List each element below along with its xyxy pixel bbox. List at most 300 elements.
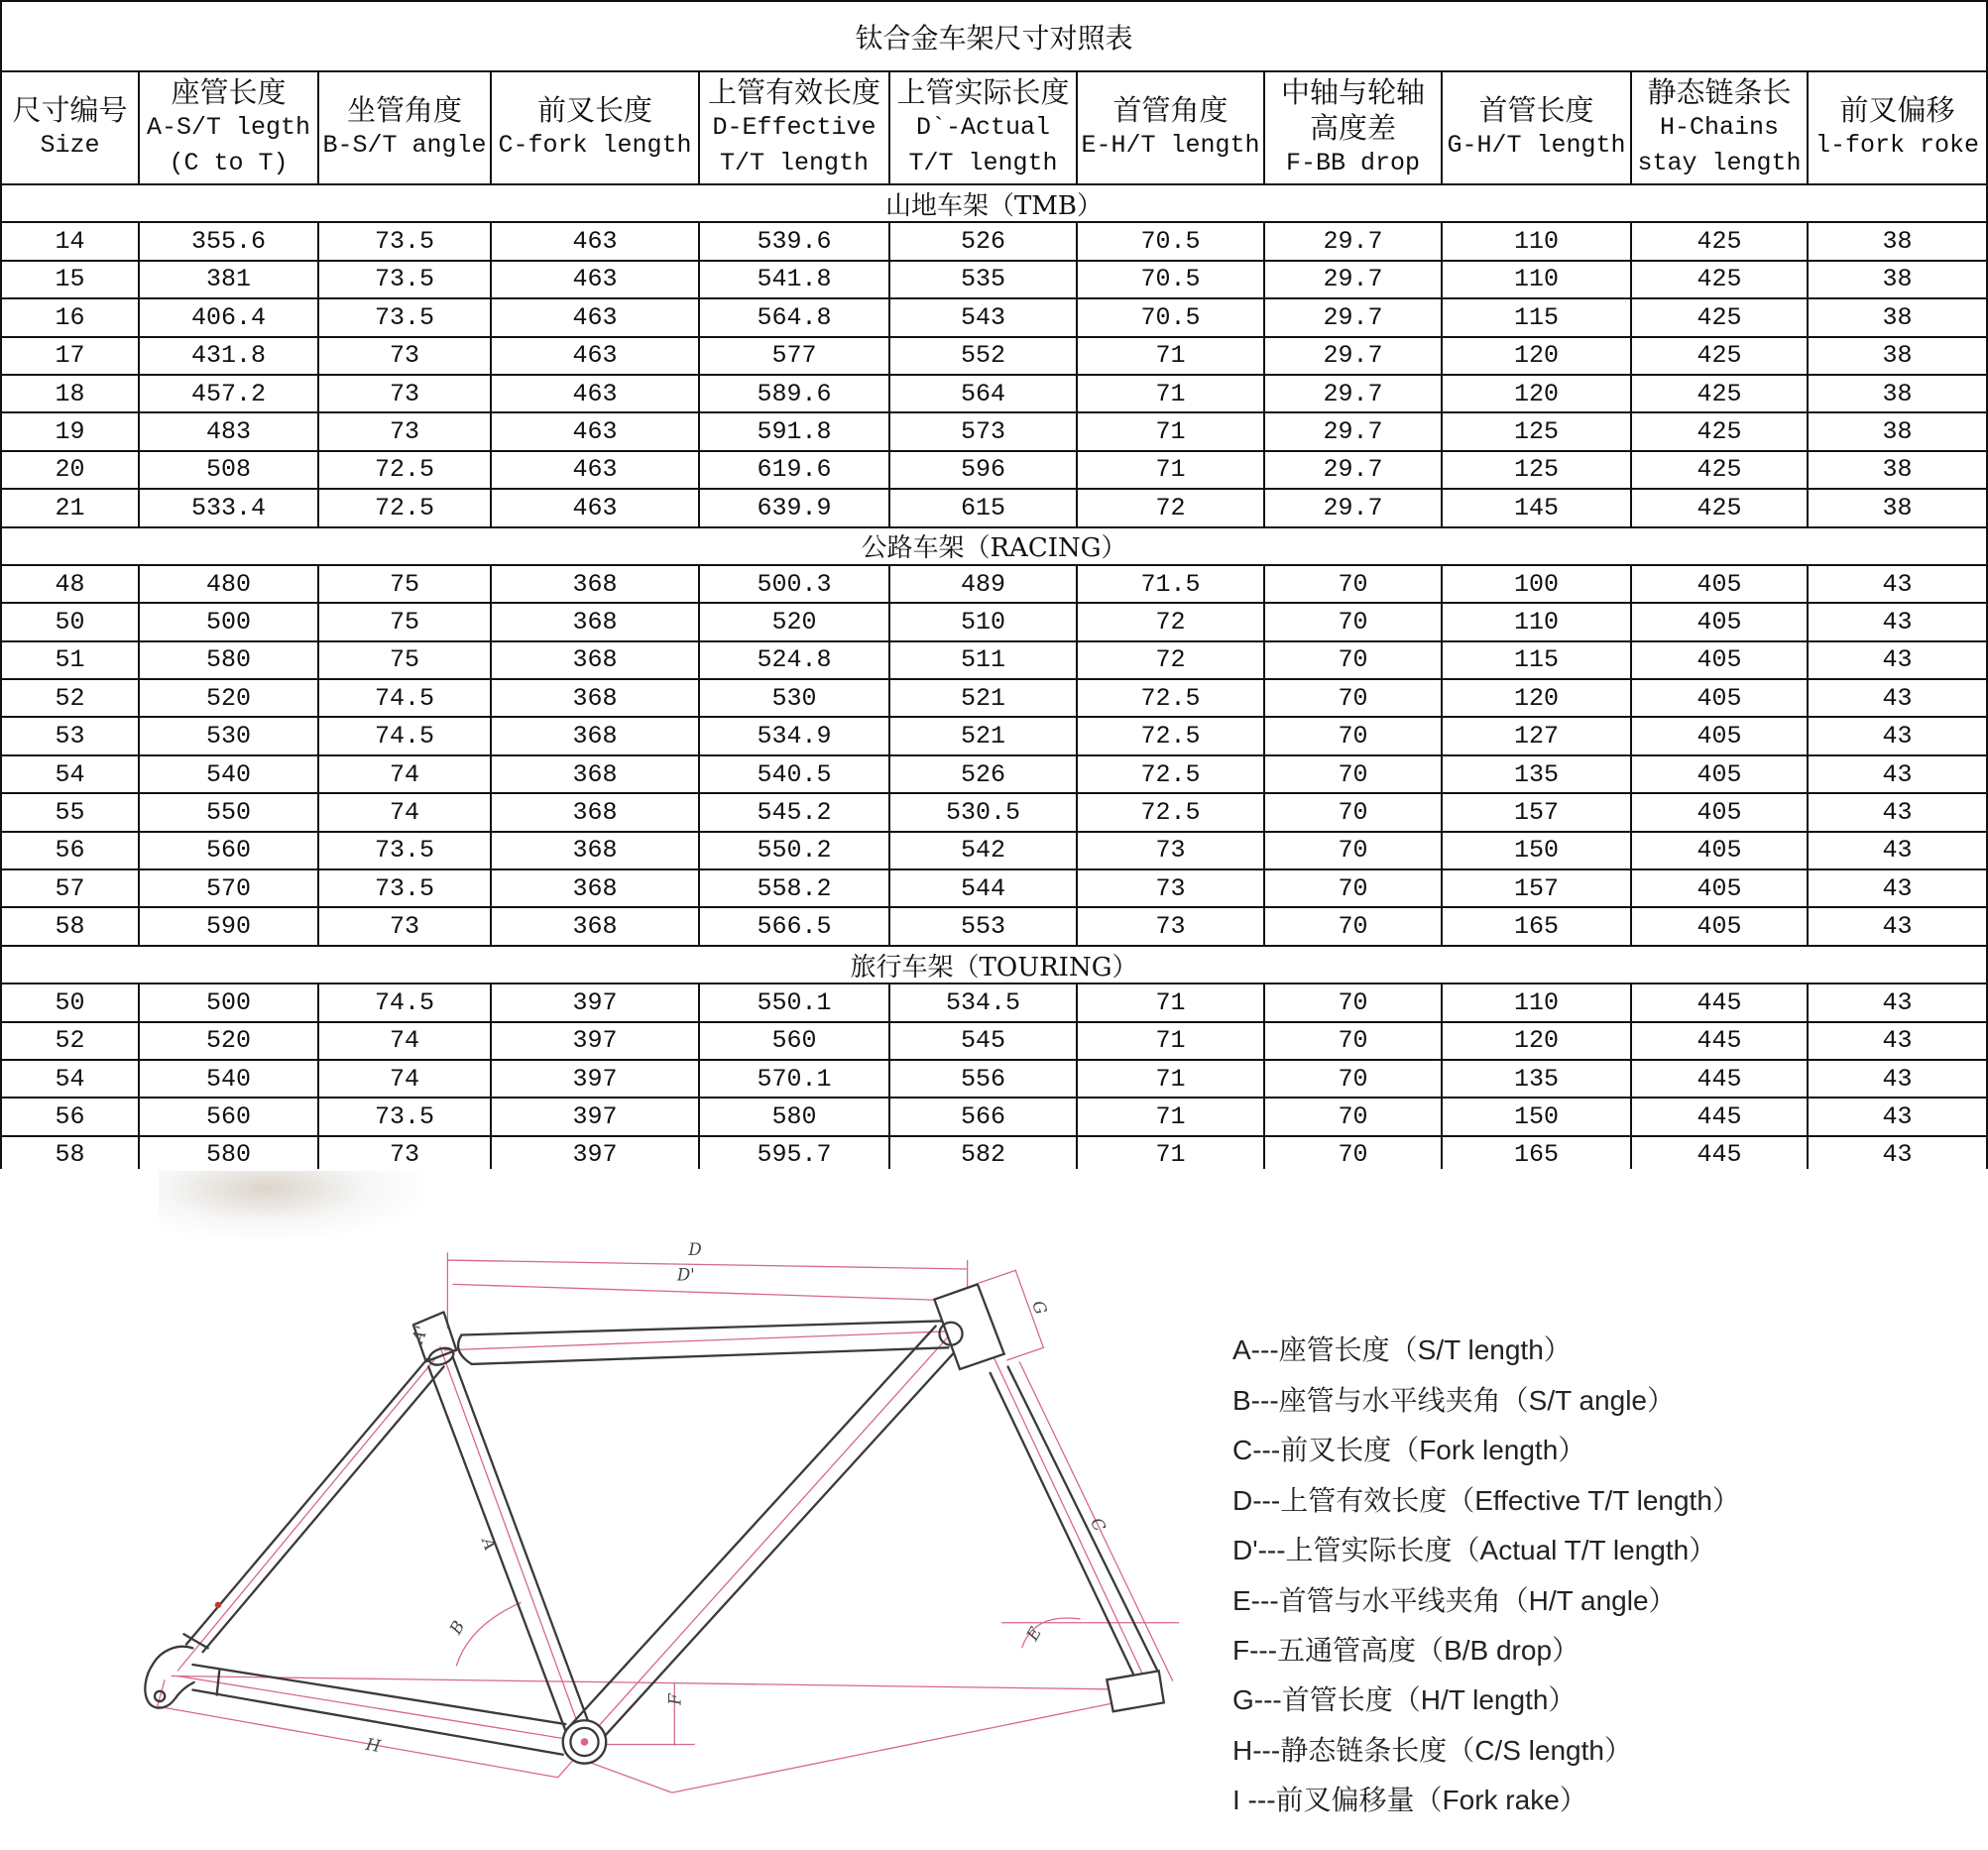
cell-seat-tube-angle: 75 bbox=[319, 642, 492, 680]
column-header-seat-tube-angle bbox=[319, 72, 492, 185]
cell-size: 19 bbox=[2, 413, 140, 451]
cell-effective-top-tube-length: 560 bbox=[700, 1023, 890, 1061]
cell-head-tube-angle: 71 bbox=[1078, 1098, 1265, 1136]
cell-size: 54 bbox=[2, 756, 140, 794]
cell-fork-length: 397 bbox=[492, 1098, 700, 1136]
cell-fork-rake: 38 bbox=[1809, 490, 1988, 527]
cell-seat-tube-angle: 73 bbox=[319, 908, 492, 946]
cell-fork-rake: 43 bbox=[1809, 833, 1988, 870]
cell-fork-rake: 43 bbox=[1809, 1137, 1988, 1169]
cell-seat-tube-angle: 73 bbox=[319, 413, 492, 451]
cell-chainstay-length: 405 bbox=[1632, 604, 1809, 641]
cell-bb-drop: 70 bbox=[1265, 1023, 1443, 1061]
cell-head-tube-angle: 73 bbox=[1078, 908, 1265, 946]
seat-stay-centerline bbox=[177, 1359, 435, 1672]
cell-fork-rake: 43 bbox=[1809, 908, 1988, 946]
cell-seat-tube-length: 500 bbox=[140, 984, 319, 1022]
column-header-size bbox=[2, 72, 140, 185]
cell-seat-tube-length: 560 bbox=[140, 833, 319, 870]
cell-head-tube-length: 165 bbox=[1443, 908, 1632, 946]
cell-head-tube-length: 110 bbox=[1443, 984, 1632, 1022]
column-header-line: D-Effective bbox=[712, 113, 877, 142]
cell-seat-tube-angle: 72.5 bbox=[319, 452, 492, 490]
cell-size: 21 bbox=[2, 490, 140, 527]
cell-fork-rake: 43 bbox=[1809, 756, 1988, 794]
cell-head-tube-angle: 71 bbox=[1078, 1137, 1265, 1169]
cell-head-tube-angle: 72 bbox=[1078, 642, 1265, 680]
cell-bb-drop: 29.7 bbox=[1265, 223, 1443, 261]
cell-chainstay-length: 445 bbox=[1632, 1137, 1809, 1169]
cell-fork-rake: 43 bbox=[1809, 1023, 1988, 1061]
column-header-head-tube-length bbox=[1443, 72, 1632, 185]
cell-fork-length: 397 bbox=[492, 1023, 700, 1061]
cell-size: 56 bbox=[2, 833, 140, 870]
cell-bb-drop: 70 bbox=[1265, 984, 1443, 1022]
cell-fork-length: 463 bbox=[492, 413, 700, 451]
cell-seat-tube-length: 533.4 bbox=[140, 490, 319, 527]
cell-chainstay-length: 425 bbox=[1632, 452, 1809, 490]
cell-seat-tube-angle: 73 bbox=[319, 1137, 492, 1169]
legend-item-e: E---首管与水平线夹角（H/T angle） bbox=[1232, 1585, 1677, 1616]
cell-fork-rake: 38 bbox=[1809, 413, 1988, 451]
legend-item-c: C---前叉长度（Fork length） bbox=[1232, 1435, 1586, 1465]
cell-chainstay-length: 425 bbox=[1632, 262, 1809, 299]
cell-effective-top-tube-length: 550.1 bbox=[700, 984, 890, 1022]
cell-fork-rake: 43 bbox=[1809, 566, 1988, 604]
cell-effective-top-tube-length: 540.5 bbox=[700, 756, 890, 794]
cell-head-tube-length: 120 bbox=[1443, 680, 1632, 718]
cell-bb-drop: 29.7 bbox=[1265, 490, 1443, 527]
cell-bb-drop: 70 bbox=[1265, 1137, 1443, 1169]
cell-head-tube-angle: 70.5 bbox=[1078, 262, 1265, 299]
column-header-line: T/T length bbox=[719, 149, 870, 177]
cell-head-tube-length: 110 bbox=[1443, 223, 1632, 261]
cell-actual-top-tube-length: 526 bbox=[890, 223, 1078, 261]
cell-fork-length: 463 bbox=[492, 262, 700, 299]
cell-head-tube-length: 125 bbox=[1443, 413, 1632, 451]
cell-bb-drop: 29.7 bbox=[1265, 413, 1443, 451]
cell-size: 55 bbox=[2, 794, 140, 832]
column-header-effective-top-tube-length bbox=[700, 72, 890, 185]
cell-seat-tube-length: 457.2 bbox=[140, 376, 319, 413]
cell-chainstay-length: 445 bbox=[1632, 1023, 1809, 1061]
column-header-line: F-BB drop bbox=[1285, 149, 1421, 177]
cell-fork-length: 397 bbox=[492, 1137, 700, 1169]
cell-chainstay-length: 425 bbox=[1632, 338, 1809, 376]
cell-fork-rake: 38 bbox=[1809, 452, 1988, 490]
table-title: 钛合金车架尺寸对照表 bbox=[2, 2, 1988, 72]
cell-actual-top-tube-length: 510 bbox=[890, 604, 1078, 641]
cell-effective-top-tube-length: 545.2 bbox=[700, 794, 890, 832]
cell-bb-drop: 29.7 bbox=[1265, 299, 1443, 337]
cell-actual-top-tube-length: 489 bbox=[890, 566, 1078, 604]
cell-head-tube-angle: 71 bbox=[1078, 984, 1265, 1022]
cell-actual-top-tube-length: 582 bbox=[890, 1137, 1078, 1169]
cell-effective-top-tube-length: 639.9 bbox=[700, 490, 890, 527]
cell-bb-drop: 70 bbox=[1265, 680, 1443, 718]
cell-seat-tube-angle: 73 bbox=[319, 376, 492, 413]
column-header-line: 首管长度 bbox=[1478, 93, 1594, 127]
cell-fork-length: 368 bbox=[492, 794, 700, 832]
cell-actual-top-tube-length: 521 bbox=[890, 718, 1078, 755]
column-header-line: A-S/T legth bbox=[146, 113, 311, 142]
cell-head-tube-angle: 71 bbox=[1078, 338, 1265, 376]
cell-seat-tube-length: 520 bbox=[140, 1023, 319, 1061]
cell-size: 56 bbox=[2, 1098, 140, 1136]
cell-effective-top-tube-length: 577 bbox=[700, 338, 890, 376]
cell-size: 15 bbox=[2, 262, 140, 299]
cell-fork-rake: 43 bbox=[1809, 794, 1988, 832]
column-header-line: T/T length bbox=[908, 149, 1058, 177]
cell-size: 58 bbox=[2, 1137, 140, 1169]
column-header-seat-tube-length bbox=[140, 72, 319, 185]
column-header-line: Size bbox=[40, 131, 100, 160]
cell-effective-top-tube-length: 541.8 bbox=[700, 262, 890, 299]
cell-seat-tube-length: 580 bbox=[140, 642, 319, 680]
cell-head-tube-length: 157 bbox=[1443, 794, 1632, 832]
cell-head-tube-angle: 72.5 bbox=[1078, 680, 1265, 718]
cell-actual-top-tube-length: 552 bbox=[890, 338, 1078, 376]
cell-bb-drop: 70 bbox=[1265, 604, 1443, 641]
cell-head-tube-length: 135 bbox=[1443, 756, 1632, 794]
cell-seat-tube-angle: 74 bbox=[319, 1061, 492, 1098]
section-header-touring: 旅行车架（TOURING） bbox=[2, 947, 1988, 984]
cell-seat-tube-angle: 74 bbox=[319, 794, 492, 832]
seat-tube-centerline bbox=[440, 1346, 585, 1742]
cell-fork-length: 368 bbox=[492, 604, 700, 641]
cell-actual-top-tube-length: 526 bbox=[890, 756, 1078, 794]
cell-fork-length: 368 bbox=[492, 756, 700, 794]
cell-head-tube-length: 110 bbox=[1443, 604, 1632, 641]
cell-size: 58 bbox=[2, 908, 140, 946]
down-tube-centerline bbox=[584, 1333, 951, 1742]
bb-to-front-axle-line bbox=[672, 1693, 1160, 1792]
cell-fork-length: 463 bbox=[492, 299, 700, 337]
legend-item-d: D---上管有效长度（Effective T/T length） bbox=[1232, 1485, 1740, 1516]
cell-effective-top-tube-length: 539.6 bbox=[700, 223, 890, 261]
cell-seat-tube-length: 406.4 bbox=[140, 299, 319, 337]
head-tube bbox=[934, 1284, 1003, 1369]
cell-bb-drop: 70 bbox=[1265, 718, 1443, 755]
label-f: F bbox=[665, 1693, 685, 1705]
cell-seat-tube-angle: 74.5 bbox=[319, 680, 492, 718]
column-header-bb-drop bbox=[1265, 72, 1443, 185]
section-header-racing: 公路车架（RACING） bbox=[2, 528, 1988, 566]
column-header-line: 尺寸编号 bbox=[12, 93, 128, 127]
cell-seat-tube-angle: 73.5 bbox=[319, 299, 492, 337]
cell-seat-tube-length: 560 bbox=[140, 1098, 319, 1136]
angle-b-arc bbox=[456, 1602, 521, 1666]
cell-seat-tube-angle: 72.5 bbox=[319, 490, 492, 527]
column-header-line: 座管长度 bbox=[171, 75, 287, 109]
cell-effective-top-tube-length: 595.7 bbox=[700, 1137, 890, 1169]
cell-head-tube-length: 150 bbox=[1443, 1098, 1632, 1136]
cell-size: 52 bbox=[2, 680, 140, 718]
cell-head-tube-length: 157 bbox=[1443, 870, 1632, 908]
column-header-line: 首管角度 bbox=[1112, 93, 1228, 127]
column-header-line: H-Chains bbox=[1659, 113, 1780, 142]
cell-actual-top-tube-length: 596 bbox=[890, 452, 1078, 490]
cell-head-tube-angle: 71 bbox=[1078, 452, 1265, 490]
cell-fork-rake: 43 bbox=[1809, 718, 1988, 755]
cell-seat-tube-length: 381 bbox=[140, 262, 319, 299]
cell-head-tube-length: 120 bbox=[1443, 376, 1632, 413]
cell-head-tube-length: 145 bbox=[1443, 490, 1632, 527]
column-header-line: 上管有效长度 bbox=[707, 75, 880, 109]
dimension-d-line bbox=[447, 1260, 967, 1269]
axle-line bbox=[172, 1676, 1160, 1689]
seat-stay-marker bbox=[215, 1602, 221, 1608]
cell-bb-drop: 29.7 bbox=[1265, 452, 1443, 490]
label-e: E bbox=[1022, 1623, 1046, 1644]
cell-actual-top-tube-length: 542 bbox=[890, 833, 1078, 870]
cell-head-tube-length: 165 bbox=[1443, 1137, 1632, 1169]
cell-chainstay-length: 405 bbox=[1632, 566, 1809, 604]
cell-effective-top-tube-length: 550.2 bbox=[700, 833, 890, 870]
bottom-bracket bbox=[563, 1720, 606, 1763]
cell-head-tube-angle: 71 bbox=[1078, 413, 1265, 451]
cell-fork-rake: 43 bbox=[1809, 1098, 1988, 1136]
cell-bb-drop: 70 bbox=[1265, 833, 1443, 870]
cell-seat-tube-angle: 73.5 bbox=[319, 833, 492, 870]
cell-head-tube-angle: 72.5 bbox=[1078, 756, 1265, 794]
cell-seat-tube-angle: 73.5 bbox=[319, 223, 492, 261]
legend-item-g: G---首管长度（H/T length） bbox=[1232, 1684, 1577, 1715]
cell-actual-top-tube-length: 535 bbox=[890, 262, 1078, 299]
cell-seat-tube-angle: 73.5 bbox=[319, 1098, 492, 1136]
label-c: C bbox=[1087, 1514, 1110, 1535]
cell-chainstay-length: 425 bbox=[1632, 299, 1809, 337]
cell-fork-length: 368 bbox=[492, 870, 700, 908]
cell-fork-rake: 38 bbox=[1809, 262, 1988, 299]
cell-bb-drop: 70 bbox=[1265, 1098, 1443, 1136]
cell-actual-top-tube-length: 545 bbox=[890, 1023, 1078, 1061]
cell-head-tube-length: 125 bbox=[1443, 452, 1632, 490]
cell-effective-top-tube-length: 591.8 bbox=[700, 413, 890, 451]
cell-seat-tube-angle: 75 bbox=[319, 604, 492, 641]
cell-head-tube-length: 120 bbox=[1443, 338, 1632, 376]
label-a-prime: A' bbox=[408, 1323, 432, 1345]
cell-head-tube-angle: 72 bbox=[1078, 490, 1265, 527]
top-tube bbox=[458, 1321, 948, 1363]
cell-size: 18 bbox=[2, 376, 140, 413]
column-header-line: C-fork length bbox=[498, 131, 692, 160]
cell-head-tube-length: 115 bbox=[1443, 299, 1632, 337]
cell-actual-top-tube-length: 556 bbox=[890, 1061, 1078, 1098]
legend-item-f: F---五通管高度（B/B drop） bbox=[1232, 1635, 1580, 1666]
cell-chainstay-length: 425 bbox=[1632, 490, 1809, 527]
cell-chainstay-length: 405 bbox=[1632, 756, 1809, 794]
column-header-line: 中轴与轮轴 bbox=[1280, 75, 1425, 109]
cell-seat-tube-length: 550 bbox=[140, 794, 319, 832]
cell-fork-rake: 38 bbox=[1809, 376, 1988, 413]
column-header-line: l-fork roke bbox=[1814, 131, 1980, 160]
cell-size: 48 bbox=[2, 566, 140, 604]
cell-size: 20 bbox=[2, 452, 140, 490]
legend-item-h: H---静态链条长度（C/S length） bbox=[1232, 1735, 1632, 1766]
section-header-mtb: 山地车架（TMB） bbox=[2, 185, 1988, 223]
column-header-fork-length bbox=[492, 72, 700, 185]
cell-fork-length: 368 bbox=[492, 680, 700, 718]
cell-seat-tube-length: 508 bbox=[140, 452, 319, 490]
column-header-head-tube-angle bbox=[1078, 72, 1265, 185]
bike-frame bbox=[145, 1284, 1164, 1763]
cell-fork-length: 463 bbox=[492, 490, 700, 527]
cell-head-tube-angle: 70.5 bbox=[1078, 299, 1265, 337]
cell-size: 50 bbox=[2, 604, 140, 641]
cell-bb-drop: 70 bbox=[1265, 756, 1443, 794]
cell-actual-top-tube-length: 511 bbox=[890, 642, 1078, 680]
cell-fork-rake: 43 bbox=[1809, 642, 1988, 680]
cell-head-tube-angle: 71 bbox=[1078, 376, 1265, 413]
cell-chainstay-length: 445 bbox=[1632, 1061, 1809, 1098]
column-header-line: (C to T) bbox=[169, 149, 289, 177]
column-header-line: E-H/T length bbox=[1081, 131, 1260, 160]
cell-effective-top-tube-length: 524.8 bbox=[700, 642, 890, 680]
column-header-chainstay-length bbox=[1632, 72, 1809, 185]
cell-size: 17 bbox=[2, 338, 140, 376]
cell-seat-tube-length: 500 bbox=[140, 604, 319, 641]
legend-item-a: A---座管长度（S/T length） bbox=[1232, 1334, 1572, 1365]
column-header-line: B-S/T angle bbox=[322, 131, 487, 160]
cell-chainstay-length: 425 bbox=[1632, 223, 1809, 261]
cell-seat-tube-angle: 73.5 bbox=[319, 870, 492, 908]
cell-fork-length: 368 bbox=[492, 718, 700, 755]
label-d: D bbox=[688, 1239, 702, 1259]
cell-bb-drop: 70 bbox=[1265, 870, 1443, 908]
cell-chainstay-length: 405 bbox=[1632, 870, 1809, 908]
cell-seat-tube-length: 590 bbox=[140, 908, 319, 946]
cell-actual-top-tube-length: 544 bbox=[890, 870, 1078, 908]
cell-chainstay-length: 445 bbox=[1632, 1098, 1809, 1136]
cell-actual-top-tube-length: 573 bbox=[890, 413, 1078, 451]
cell-fork-length: 368 bbox=[492, 642, 700, 680]
cell-chainstay-length: 445 bbox=[1632, 984, 1809, 1022]
column-header-line: 上管实际长度 bbox=[896, 75, 1070, 109]
cell-effective-top-tube-length: 580 bbox=[700, 1098, 890, 1136]
column-header-fork-rake bbox=[1809, 72, 1988, 185]
cell-head-tube-angle: 72 bbox=[1078, 604, 1265, 641]
cell-bb-drop: 70 bbox=[1265, 642, 1443, 680]
cell-fork-rake: 43 bbox=[1809, 984, 1988, 1022]
cell-effective-top-tube-length: 530 bbox=[700, 680, 890, 718]
cell-bb-drop: 29.7 bbox=[1265, 338, 1443, 376]
label-g: G bbox=[1028, 1298, 1051, 1318]
cell-fork-rake: 43 bbox=[1809, 680, 1988, 718]
cell-fork-length: 463 bbox=[492, 452, 700, 490]
cell-actual-top-tube-length: 521 bbox=[890, 680, 1078, 718]
cell-chainstay-length: 405 bbox=[1632, 718, 1809, 755]
dimension-d-prime-line bbox=[452, 1284, 959, 1301]
cell-actual-top-tube-length: 566 bbox=[890, 1098, 1078, 1136]
cell-fork-length: 397 bbox=[492, 984, 700, 1022]
column-header-line: D`-Actual bbox=[915, 113, 1051, 142]
cell-seat-tube-length: 520 bbox=[140, 680, 319, 718]
column-header-line: 高度差 bbox=[1309, 111, 1396, 145]
dimension-h-line bbox=[158, 1706, 558, 1778]
cell-head-tube-length: 115 bbox=[1443, 642, 1632, 680]
cell-fork-rake: 43 bbox=[1809, 870, 1988, 908]
fork bbox=[991, 1366, 1159, 1681]
cell-effective-top-tube-length: 534.9 bbox=[700, 718, 890, 755]
cell-seat-tube-angle: 74 bbox=[319, 1023, 492, 1061]
fork-end bbox=[1107, 1671, 1164, 1711]
cell-actual-top-tube-length: 543 bbox=[890, 299, 1078, 337]
label-a: A bbox=[478, 1535, 501, 1554]
cell-seat-tube-length: 480 bbox=[140, 566, 319, 604]
cell-size: 51 bbox=[2, 642, 140, 680]
cell-actual-top-tube-length: 564 bbox=[890, 376, 1078, 413]
cell-head-tube-angle: 72.5 bbox=[1078, 794, 1265, 832]
cell-seat-tube-length: 570 bbox=[140, 870, 319, 908]
cell-head-tube-length: 110 bbox=[1443, 262, 1632, 299]
cell-seat-tube-angle: 73 bbox=[319, 338, 492, 376]
cell-head-tube-angle: 72.5 bbox=[1078, 718, 1265, 755]
chainstay-centerline bbox=[177, 1676, 584, 1741]
cell-seat-tube-length: 580 bbox=[140, 1137, 319, 1169]
column-header-line: 静态链条长 bbox=[1647, 75, 1792, 109]
cell-chainstay-length: 425 bbox=[1632, 376, 1809, 413]
cell-seat-tube-length: 483 bbox=[140, 413, 319, 451]
cell-seat-tube-angle: 75 bbox=[319, 566, 492, 604]
cell-effective-top-tube-length: 566.5 bbox=[700, 908, 890, 946]
cell-head-tube-length: 120 bbox=[1443, 1023, 1632, 1061]
cell-effective-top-tube-length: 619.6 bbox=[700, 452, 890, 490]
cell-effective-top-tube-length: 500.3 bbox=[700, 566, 890, 604]
cell-fork-rake: 43 bbox=[1809, 604, 1988, 641]
cell-size: 53 bbox=[2, 718, 140, 755]
cell-head-tube-angle: 71.5 bbox=[1078, 566, 1265, 604]
cell-size: 57 bbox=[2, 870, 140, 908]
cell-size: 14 bbox=[2, 223, 140, 261]
legend-item-b: B---座管与水平线夹角（S/T angle） bbox=[1232, 1385, 1675, 1416]
cell-size: 16 bbox=[2, 299, 140, 337]
column-header-line: stay length bbox=[1637, 149, 1802, 177]
legend-item-i: I ---前叉偏移量（Fork rake） bbox=[1232, 1785, 1587, 1815]
cell-head-tube-angle: 73 bbox=[1078, 833, 1265, 870]
cell-actual-top-tube-length: 530.5 bbox=[890, 794, 1078, 832]
column-header-line: 前叉长度 bbox=[536, 93, 652, 127]
cell-chainstay-length: 405 bbox=[1632, 908, 1809, 946]
cell-bb-drop: 70 bbox=[1265, 1061, 1443, 1098]
cell-seat-tube-length: 540 bbox=[140, 1061, 319, 1098]
cell-effective-top-tube-length: 570.1 bbox=[700, 1061, 890, 1098]
label-b: B bbox=[445, 1617, 469, 1638]
label-h: H bbox=[364, 1734, 383, 1757]
cell-head-tube-angle: 70.5 bbox=[1078, 223, 1265, 261]
cell-size: 52 bbox=[2, 1023, 140, 1061]
cell-seat-tube-angle: 74.5 bbox=[319, 718, 492, 755]
cell-effective-top-tube-length: 520 bbox=[700, 604, 890, 641]
cell-fork-length: 368 bbox=[492, 908, 700, 946]
cell-head-tube-length: 135 bbox=[1443, 1061, 1632, 1098]
cell-fork-length: 397 bbox=[492, 1061, 700, 1098]
cell-head-tube-angle: 73 bbox=[1078, 870, 1265, 908]
diagram-labels bbox=[364, 1240, 1110, 1756]
cell-head-tube-length: 150 bbox=[1443, 833, 1632, 870]
cell-head-tube-length: 127 bbox=[1443, 718, 1632, 755]
cell-seat-tube-length: 530 bbox=[140, 718, 319, 755]
cell-seat-tube-angle: 74.5 bbox=[319, 984, 492, 1022]
legend-item-d-prime: D'---上管实际长度（Actual T/T length） bbox=[1232, 1535, 1717, 1565]
cell-actual-top-tube-length: 615 bbox=[890, 490, 1078, 527]
cell-fork-length: 463 bbox=[492, 376, 700, 413]
cell-bb-drop: 29.7 bbox=[1265, 376, 1443, 413]
cell-size: 54 bbox=[2, 1061, 140, 1098]
cell-seat-tube-length: 431.8 bbox=[140, 338, 319, 376]
cell-fork-length: 368 bbox=[492, 833, 700, 870]
cell-bb-drop: 70 bbox=[1265, 566, 1443, 604]
